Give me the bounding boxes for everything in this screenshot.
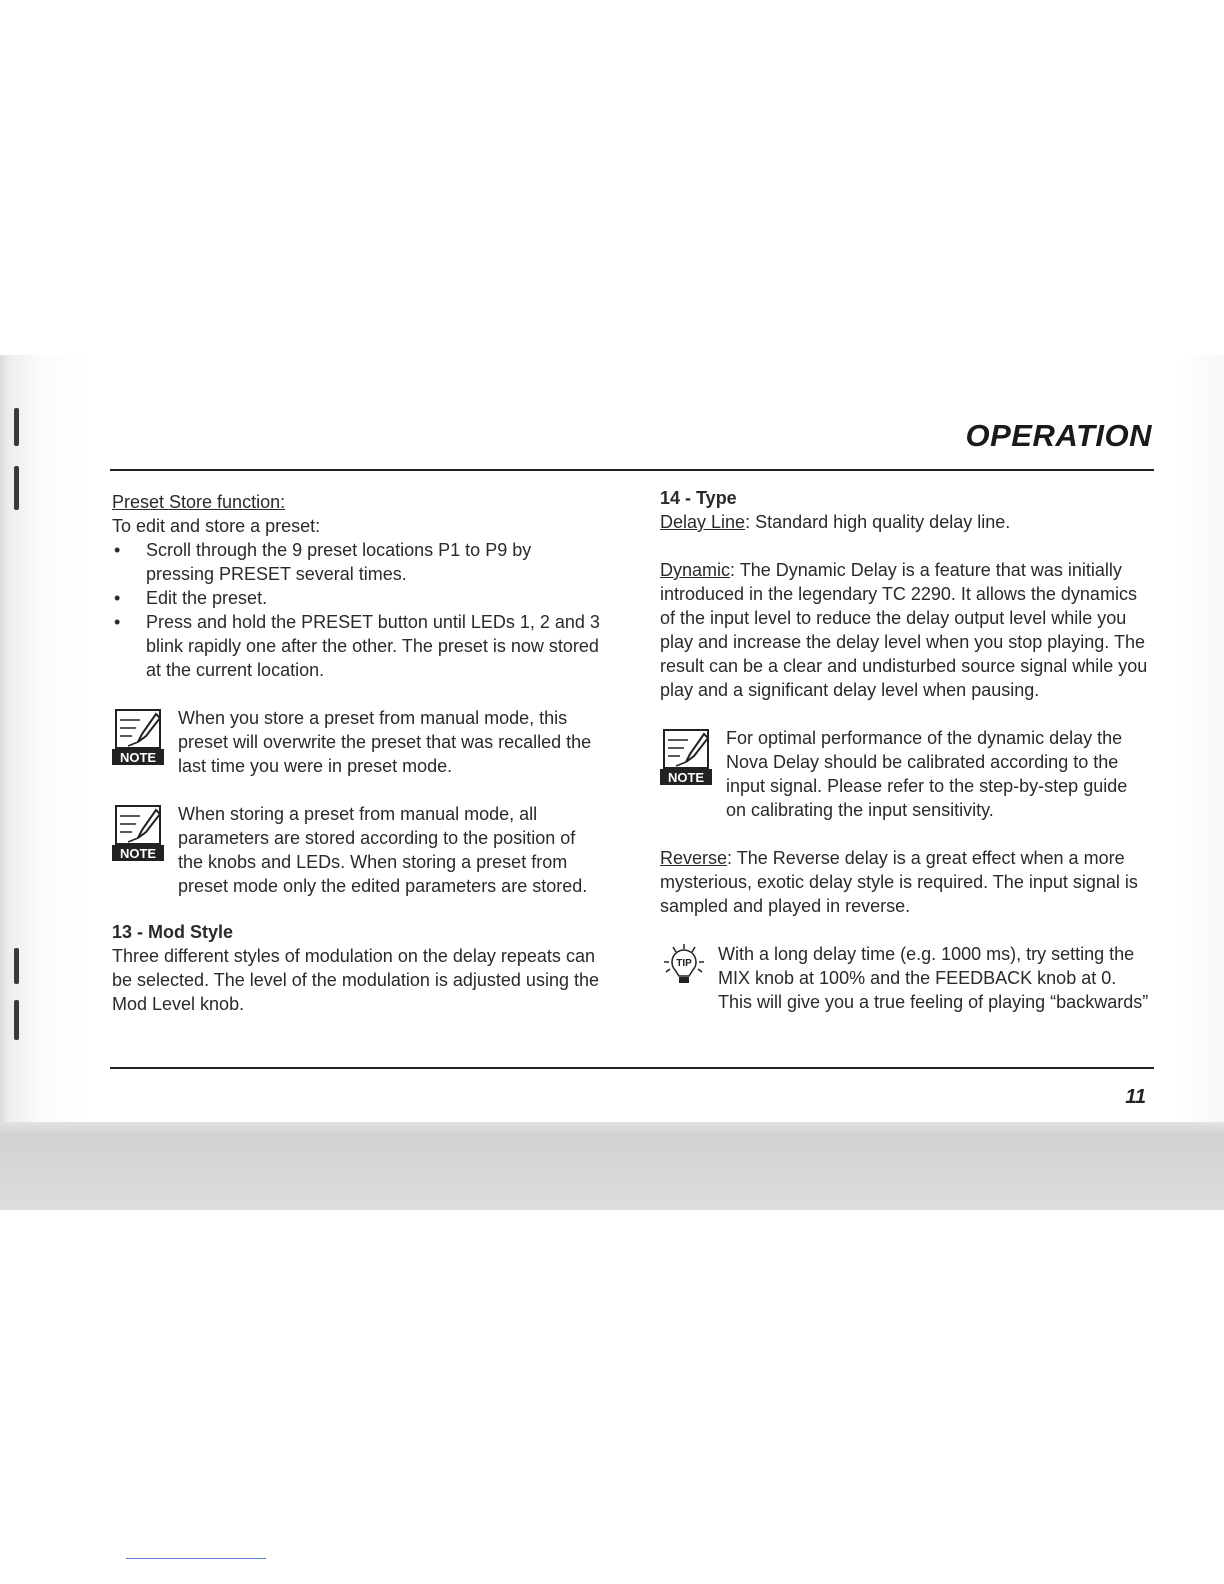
binding-mark	[14, 948, 19, 984]
decorative-line	[126, 1558, 266, 1559]
note-callout	[112, 802, 602, 898]
reverse-paragraph	[660, 846, 1152, 918]
store-steps-list	[112, 538, 602, 682]
reverse-text: : The Reverse delay is a great effect when a more mysterious, exotic delay style is required. The input signal is sampled and played in reverse.	[660, 848, 1138, 916]
note-text: When you store a preset from manual mode, this preset will overwrite the preset that was recalled the last time you were in preset mode.	[178, 708, 592, 776]
top-divider	[110, 469, 1154, 471]
tip-icon-label: TIP	[676, 958, 692, 969]
right-column	[660, 486, 1152, 1014]
note-callout	[112, 706, 602, 778]
note-icon	[660, 728, 712, 792]
dynamic-text: : The Dynamic Delay is a feature that was initially introduced in the legendary TC 2290. It allows the dynamics of the input level to reduce the delay output level while you play and increase the delay level when you stop playing. The result can be a clear and undisturbed source signal while you play and a significant delay level when pausing.	[660, 560, 1148, 700]
left-column	[112, 490, 602, 1016]
page-number: 11	[1125, 1086, 1146, 1108]
note-icon	[112, 708, 164, 772]
reverse-term: Reverse	[660, 848, 728, 868]
section-heading-mod-style: 13 - Mod Style	[112, 922, 234, 942]
section-heading-type: 14 - Type	[660, 488, 737, 508]
delay-line-term: Delay Line	[660, 512, 746, 532]
store-intro: To edit and store a preset:	[112, 516, 321, 536]
page-title: OPERATION	[965, 418, 1152, 453]
note-icon-label: NOTE	[119, 846, 157, 861]
delay-line-paragraph	[660, 510, 1152, 534]
note-text: For optimal performance of the dynamic delay the Nova Delay should be calibrated according to the input signal. Please refer to the step-by-step guide on calibrating the input sensitivity.	[726, 728, 1128, 820]
delay-line-text: : Standard high quality delay line.	[745, 512, 1011, 532]
note-text: When storing a preset from manual mode, all parameters are stored according to the position of the knobs and LEDs. When storing a preset from preset mode only the edited parameters are stored.	[178, 804, 588, 896]
mod-style-text: Three different styles of modulation on the delay repeats can be selected. The level of the modulation is adjusted using the Mod Level knob.	[112, 946, 599, 1014]
tip-callout	[660, 942, 1152, 1014]
tip-text: With a long delay time (e.g. 1000 ms), try setting the MIX knob at 100% and the FEEDBACK knob at 0. This will give you a true feeling of playing “backwards”	[718, 944, 1149, 1012]
note-icon	[112, 804, 164, 868]
list-item: • Press and hold the PRESET button until LEDs 1, 2 and 3 blink rapidly one after the other. The preset is now stored at the current location.	[112, 610, 602, 682]
binding-mark	[14, 1000, 19, 1040]
note-icon-label: NOTE	[667, 770, 705, 785]
scan-shadow	[0, 1122, 1224, 1210]
note-icon-label: NOTE	[119, 750, 157, 765]
list-item: • Scroll through the 9 preset locations P1 to P9 by pressing PRESET several times.	[112, 538, 602, 586]
note-callout	[660, 726, 1152, 822]
dynamic-term: Dynamic	[660, 560, 731, 580]
store-function-title: Preset Store function:	[112, 492, 286, 512]
dynamic-paragraph	[660, 558, 1152, 702]
bottom-divider	[110, 1067, 1154, 1069]
tip-lightbulb-icon	[660, 944, 708, 994]
binding-mark	[14, 466, 19, 510]
list-item: • Edit the preset.	[112, 586, 602, 610]
binding-mark	[14, 408, 19, 446]
